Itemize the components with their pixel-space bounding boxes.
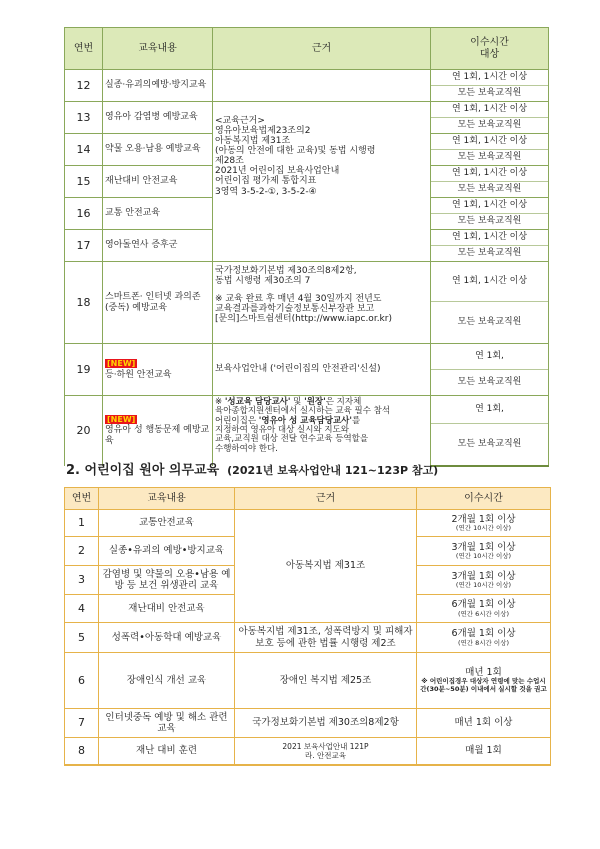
row-1-num: 1: [65, 510, 99, 537]
row-16-target: 모든 보육교직원: [431, 214, 549, 230]
new-badge: [NEW]: [107, 414, 136, 424]
row-1-time-cell: [417, 510, 551, 537]
row-4-num: 4: [65, 595, 99, 623]
basis-line: ※ 교육 완료 후 매년 4월 30일까지 전년도: [215, 294, 382, 305]
row-4-content: 재난대비 안전교육: [99, 595, 235, 623]
row-13-time: 연 1회, 1시간 이상: [431, 102, 549, 118]
row-14-content: 약물 오용·남용 예방교육: [103, 134, 213, 166]
new-badge: [NEW]: [107, 358, 136, 368]
row-20-time: 연 1회,: [431, 396, 549, 424]
header-target: 대상: [479, 48, 500, 60]
row-15-content: 재난대비 안전교육: [103, 166, 213, 198]
row-19-content: 등·하원 안전교육: [105, 369, 172, 380]
header-basis: 근거: [235, 488, 417, 510]
basis-prefix: ※: [215, 397, 225, 407]
basis-line: [문의]스마트쉼센터(http://www.iapc.or.kr): [215, 314, 392, 325]
row-5-num: 5: [65, 623, 99, 653]
row-14-target: 모든 보육교직원: [431, 150, 549, 166]
row-12-target: 모든 보육교직원: [431, 86, 549, 102]
row-6-num: 6: [65, 653, 99, 709]
row-15-time: 연 1회, 1시간 이상: [431, 166, 549, 182]
row-2-time-note: (연간 10시간 이상): [455, 552, 512, 561]
row-18-target: 모든 보육교직원: [431, 302, 549, 344]
row-6-time-cell: [417, 653, 551, 709]
row-2-time-cell: [417, 537, 551, 566]
header-time: 이수시간: [417, 488, 551, 510]
row-5-content: 성폭력•아동학대 예방교육: [99, 623, 235, 653]
row-6-content: 장애인식 개선 교육: [99, 653, 235, 709]
row-15-num: 15: [65, 166, 103, 198]
row-19-content-cell: [103, 344, 213, 396]
header-time-target: [431, 28, 549, 70]
row-13-content: 영유아 감염병 예방교육: [103, 102, 213, 134]
row-6-basis: 장애인 복지법 제25조: [235, 653, 417, 709]
row-3-time-note: (연간 10시간 이상): [455, 581, 512, 590]
row-17-time: 연 1회, 1시간 이상: [431, 230, 549, 246]
row-8-num: 8: [65, 738, 99, 765]
row-3-time-cell: [417, 566, 551, 595]
row-19-time: 연 1회,: [431, 344, 549, 370]
row-16-content: 교통 안전교육: [103, 198, 213, 230]
section-2-heading: [66, 459, 438, 478]
row-18-num: 18: [65, 262, 103, 344]
shared-basis-cell: [213, 102, 431, 262]
shared-basis-cell: 아동복지법 제31조: [235, 510, 417, 623]
row-5-basis: 아동복지법 제31조, 성폭력방지 및 피해자 보호 등에 관한 법률 시행령 제2조: [235, 623, 417, 653]
header-basis: 근거: [213, 28, 431, 70]
row-2-time: 3개월 1회 이상: [451, 541, 516, 553]
row-12-content: 실종·유괴의예방·방지교육: [103, 70, 213, 102]
row-6-time: 매년 1회: [465, 667, 502, 678]
basis-line: 2021년 어린이집 보육사업안내: [215, 166, 340, 177]
row-8-time: 매월 1회: [417, 738, 551, 765]
section-2-title: 2. 어린이집 원아 의무교육: [66, 463, 220, 478]
row-1-time-note: (연간 10시간 이상): [455, 524, 512, 533]
row-8-content: 재난 대비 훈련: [99, 738, 235, 765]
child-mandatory-education-table: [64, 487, 551, 766]
basis-bold: '영유아 성 교육담당교사': [258, 415, 352, 426]
row-15-target: 모든 보육교직원: [431, 182, 549, 198]
basis-line: 아동복지법 제31조: [215, 136, 291, 147]
row-14-time: 연 1회, 1시간 이상: [431, 134, 549, 150]
row-1-time: 2개월 1회 이상: [451, 513, 516, 525]
row-12-time: 연 1회, 1시간 이상: [431, 70, 549, 86]
row-4-time-cell: [417, 595, 551, 623]
row-20-content-cell: [103, 396, 213, 466]
row-18-basis: [213, 262, 431, 344]
row-17-num: 17: [65, 230, 103, 262]
basis-line: 수행하여야 한다.: [215, 443, 278, 454]
row-2-content: 실종•유괴의 예방•방지교육: [99, 537, 235, 566]
row-20-target: 모든 보육교직원: [431, 424, 549, 466]
row-17-target: 모든 보육교직원: [431, 246, 549, 262]
row-1-content: 교통안전교육: [99, 510, 235, 537]
row-7-basis: 국가정보화기본법 제30조의8제2항: [235, 709, 417, 738]
basis-line: 어린이집 평가제 통합지표: [215, 176, 317, 187]
row-7-content: 인터넷중독 예방 및 해소 관련 교육: [99, 709, 235, 738]
row-3-num: 3: [65, 566, 99, 595]
row-4-time: 6개월 1회 이상: [451, 599, 516, 611]
basis-text: 은 지자체: [325, 397, 362, 407]
row-7-time: 매년 1회 이상: [417, 709, 551, 738]
row-5-time-note: (연간 8시간 이상): [457, 638, 509, 647]
row-3-time: 3개월 1회 이상: [451, 570, 516, 582]
row-7-num: 7: [65, 709, 99, 738]
row-6-time-note: ※ 어린이집경우 대상자 연령에 맞는 수업시간(30분~50분) 이내에서 실시할 것을 권고: [420, 677, 547, 694]
basis-line: 국가정보화기본법 제30조의8제2항,: [215, 266, 357, 276]
basis-line: 동법 시행령 제30조의 7: [215, 276, 311, 287]
child-care-staff-education-table: [64, 27, 549, 467]
basis-line: 교육,교직원 대상 전달 연수교육 등역할을: [215, 434, 369, 445]
basis-line: (아동의 안전에 대한 교육)및 동법 시행령: [215, 146, 376, 157]
row-13-target: 모든 보육교직원: [431, 118, 549, 134]
row-13-num: 13: [65, 102, 103, 134]
row-4-time-note: (연간 6시간 이상): [457, 609, 509, 618]
header-content: 교육내용: [103, 28, 213, 70]
header-time: 이수시간: [470, 36, 509, 48]
row-20-basis: [213, 396, 431, 466]
row-5-time-cell: [417, 623, 551, 653]
row-18-content: 스마트폰· 인터넷 과의존(중독) 예방교육: [103, 262, 213, 344]
header-content: 교육내용: [99, 488, 235, 510]
header-num: 연번: [65, 488, 99, 510]
row-8-basis: 2021 보육사업안내 121P 라. 안전교육: [235, 738, 417, 765]
basis-text: 를: [352, 415, 361, 426]
basis-line: 3영역 3-5-2-①, 3-5-2-④: [215, 186, 317, 197]
basis-line: 영유아보육법제23조의2: [215, 126, 311, 137]
section-2-reference: (2021년 보육사업안내 121~123P 참고): [227, 464, 439, 477]
basis-line: 교육결과를과학기술정보통신부장관 보고: [215, 304, 375, 315]
row-2-num: 2: [65, 537, 99, 566]
basis-line: 육아종합지원센터에서 실시하는 교육 필수 참석: [215, 406, 391, 417]
row-19-num: 19: [65, 344, 103, 396]
basis-text: 어린이집은: [215, 415, 259, 426]
row-18-time: 연 1회, 1시간 이상: [431, 262, 549, 302]
basis-text: 및: [290, 397, 305, 407]
basis-line: 지정하여 영유아 대상 실시와 지도와: [215, 425, 349, 436]
basis-bold: '원장': [304, 397, 326, 407]
row-17-content: 영아돌연사 증후군: [103, 230, 213, 262]
row-12-num: 12: [65, 70, 103, 102]
row-20-content: 영유아 성 행동문제 예방교육: [105, 425, 210, 447]
row-14-num: 14: [65, 134, 103, 166]
header-num: 연번: [65, 28, 103, 70]
basis-bold: '성교육 담당교사': [224, 397, 291, 407]
row-19-basis: 보육사업안내 ('어린이집의 안전관리'신설): [213, 344, 431, 396]
row-16-time: 연 1회, 1시간 이상: [431, 198, 549, 214]
basis-line: 제28조: [215, 156, 244, 167]
row-5-time: 6개월 1회 이상: [451, 628, 516, 640]
row-19-target: 모든 보육교직원: [431, 370, 549, 396]
row-20-num: 20: [65, 396, 103, 466]
row-16-num: 16: [65, 198, 103, 230]
basis-line: <교육근거>: [215, 116, 265, 126]
row-3-content: 감염병 및 약물의 오용•남용 예방 등 보건 위생관리 교육: [99, 566, 235, 595]
